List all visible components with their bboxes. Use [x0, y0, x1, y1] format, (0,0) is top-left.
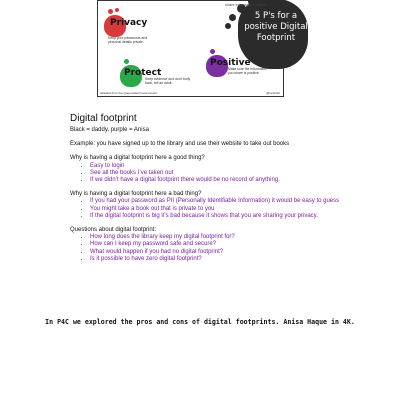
- list-item: • You might take a book out that is private to you: [90, 206, 370, 213]
- toe-icon: [124, 59, 129, 64]
- privacy-text: Keep your passwords and personal details private.: [108, 36, 148, 44]
- poster-credit: adapted from the Queensland Government: [100, 91, 158, 95]
- poster-handle: @mrsbeth: [266, 91, 280, 95]
- toe-icon: [108, 9, 113, 14]
- questions-heading: Questions about digital footprint:: [70, 227, 157, 234]
- list-item: • Easy to login: [90, 163, 370, 170]
- list-item: • How long does the library keep my digital footprint for?: [90, 234, 370, 241]
- list-item: • See all the books I’ve taken out: [90, 170, 370, 177]
- toe-icon: [115, 8, 119, 12]
- list-item: • What would happen if you had no digital footprint?: [90, 249, 370, 256]
- toe-icon: [225, 23, 231, 29]
- positive-text: Make sure the information you share is positive.: [228, 67, 268, 75]
- list-item: • How can I keep my password safe and secure?: [90, 241, 370, 248]
- list-item: • Is it possible to have zero digital footprint?: [90, 256, 370, 263]
- list-item: • If we didn’t have a digital footprint there would be no record of anything.: [90, 177, 370, 184]
- poster-top-text: share information online.: [225, 3, 267, 7]
- protect-label: Protect: [124, 68, 162, 78]
- positive-label: Positive: [210, 58, 251, 68]
- document-body: [70, 113, 370, 263]
- poster-title: 5 P's for a positive Digital Footprint: [244, 11, 308, 43]
- good-list: [70, 163, 370, 185]
- caption: In P4C we explored the pros and cons of digital footprints. Anisa Haque in 4K.: [45, 318, 355, 326]
- question-good: Why is having a digital footprint here a good thing?: [70, 155, 205, 162]
- toe-icon: [229, 14, 236, 21]
- protect-text: Keep evidence and don't bully back, tell an adult.: [145, 77, 191, 85]
- privacy-label: Privacy: [110, 18, 148, 28]
- page-title: Digital footprint: [70, 113, 137, 124]
- list-item: • If you had your password as PII (Personally Identifiable Information) it would be easy to guess: [90, 198, 370, 205]
- question-bad: Why is having a digital footprint here a bad thing?: [70, 191, 202, 198]
- example-text: Example: you have signed up to the library and use their website to take out books: [70, 141, 290, 148]
- list-item: • If the digital footprint is big it’s bad because it shows that you are sharing your privacy.: [90, 213, 370, 220]
- questions-list: [70, 234, 370, 263]
- legend-text: Black = daddy, purple = Anisa: [70, 127, 149, 133]
- bad-list: [70, 198, 370, 220]
- toe-icon: [210, 49, 215, 54]
- footprint-poster: [97, 0, 308, 97]
